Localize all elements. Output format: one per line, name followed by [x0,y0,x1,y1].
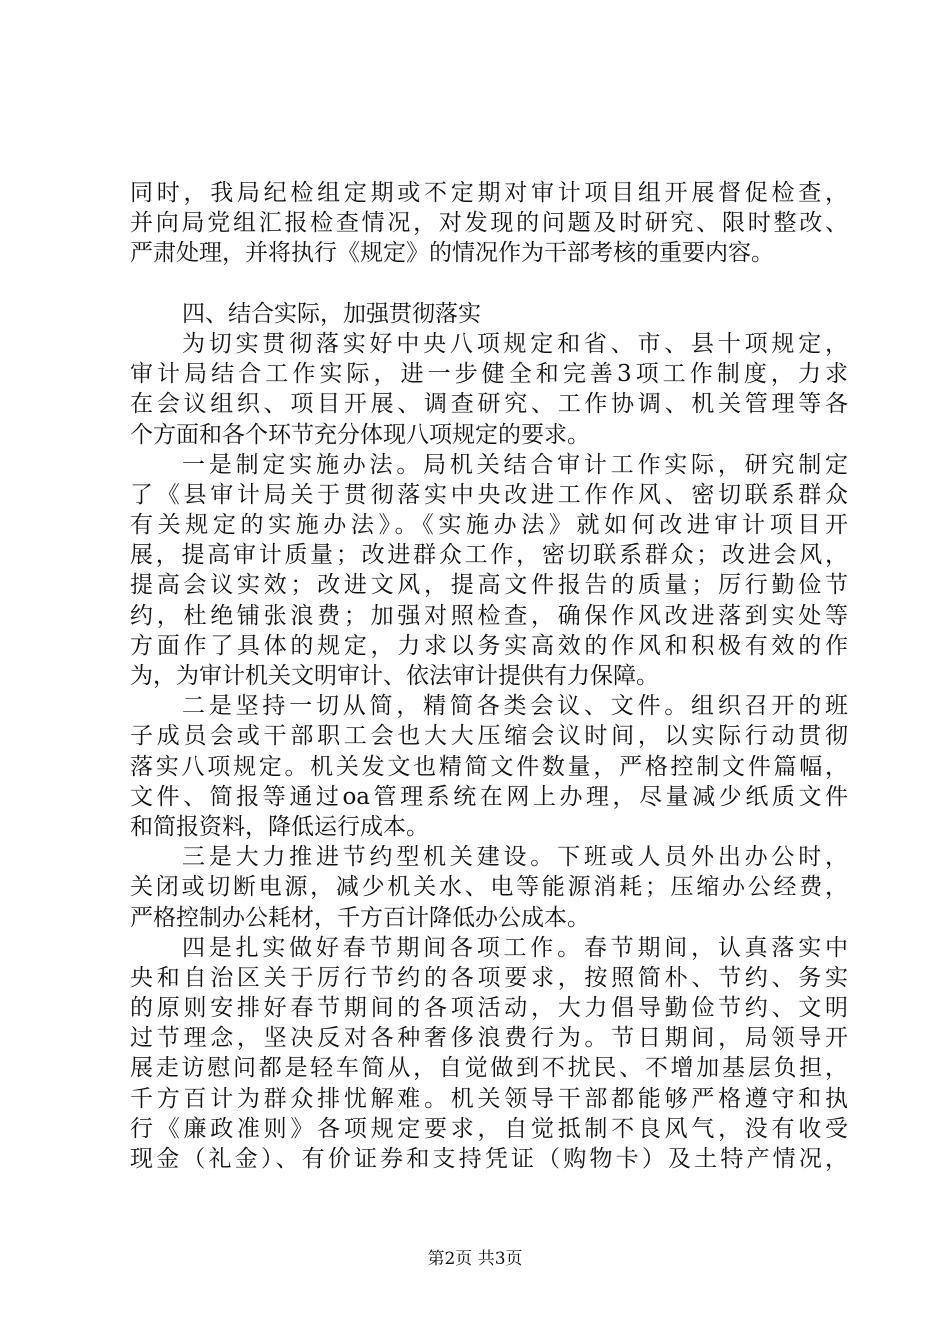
text-line: 三是大力推进节约型机关建设。下班或人员外出办公时， [182,844,848,871]
blank-line [130,269,848,299]
paragraph [130,329,848,450]
text-line: 有关规定的实施办法》。《实施办法》就如何改进审计项目开 [130,512,848,539]
text-line: 过节理念，坚决反对各种奢侈浪费行为。节日期间，局领导开 [130,1025,848,1052]
text-line: 文件、简报等通过oa管理系统在网上办理，尽量减少纸质文件 [130,783,848,810]
text-line: 审计局结合工作实际，进一步健全和完善3项工作制度，力求 [130,361,848,388]
text-line: 关闭或切断电源，减少机关水、电等能源消耗；压缩办公经费， [130,874,848,901]
text-line: 四、结合实际，加强贯彻落实 [182,300,481,327]
text-line: 了《县审计局关于贯彻落实中央改进工作作风、密切联系群众 [130,481,848,508]
paragraph [130,842,848,933]
text-line: 约，杜绝铺张浪费；加强对照检查，确保作风改进落到实处等 [130,602,848,629]
text-line: 提高会议实效；改进文风，提高文件报告的质量；厉行勤俭节 [130,572,848,599]
text-line: 一是制定实施办法。局机关结合审计工作实际，研究制定 [182,451,848,478]
text-line: 和简报资料，降低运行成本。 [130,813,429,840]
text-line: 个方面和各个环节充分体现八项规定的要求。 [130,421,590,448]
text-line: 现金（礼金）、有价证券和支持凭证（购物卡）及土特产情况， [130,1146,848,1172]
paragraph [130,933,848,1175]
text-line: 四是扎实做好春节期间各项工作。春节期间，认真落实中 [182,934,848,961]
text-line: 二是坚持一切从简，精简各类会议、文件。组织召开的班 [182,693,848,720]
text-line: 的原则安排好春节期间的各项活动，大力倡导勤俭节约、文明 [130,995,848,1022]
page-footer: 第2页 共3页 [427,1249,523,1269]
text-line: 严肃处理，并将执行《规定》的情况作为干部考核的重要内容。 [130,240,774,267]
text-line: 展，提高审计质量；改进群众工作，密切联系群众；改进会风， [130,542,848,569]
text-line: 展走访慰问都是轻车简从，自觉做到不扰民、不增加基层负担， [130,1055,848,1082]
paragraph [130,691,848,842]
text-line: 落实八项规定。机关发文也精简文件数量，严格控制文件篇幅， [130,753,848,780]
text-line: 子成员会或干部职工会也大大压缩会议时间，以实际行动贯彻 [130,723,848,750]
text-line: 为，为审计机关文明审计、依法审计提供有力保障。 [130,663,659,689]
text-line: 严格控制办公耗材，千方百计降低办公成本。 [130,904,590,931]
text-line: 为切实贯彻落实好中央八项规定和省、市、县十项规定， [182,330,848,357]
text-line: 同时，我局纪检组定期或不定期对审计项目组开展督促检查， [130,180,848,206]
section-heading [130,299,848,329]
text-line: 在会议组织、项目开展、调查研究、工作协调、机关管理等各 [130,391,848,418]
text-line: 方面作了具体的规定，力求以务实高效的作风和积极有效的作 [130,632,848,659]
paragraph [130,450,848,692]
document-body [130,178,848,1174]
text-line: 并向局党组汇报检查情况，对发现的问题及时研究、限时整改、 [130,210,848,237]
paragraph [130,178,848,269]
text-line: 千方百计为群众排忧解难。机关领导干部都能够严格遵守和执 [130,1085,848,1112]
text-line: 行《廉政准则》各项规定要求，自觉抵制不良风气，没有收受 [130,1115,848,1142]
text-line: 央和自治区关于厉行节约的各项要求，按照简朴、节约、务实 [130,964,848,991]
